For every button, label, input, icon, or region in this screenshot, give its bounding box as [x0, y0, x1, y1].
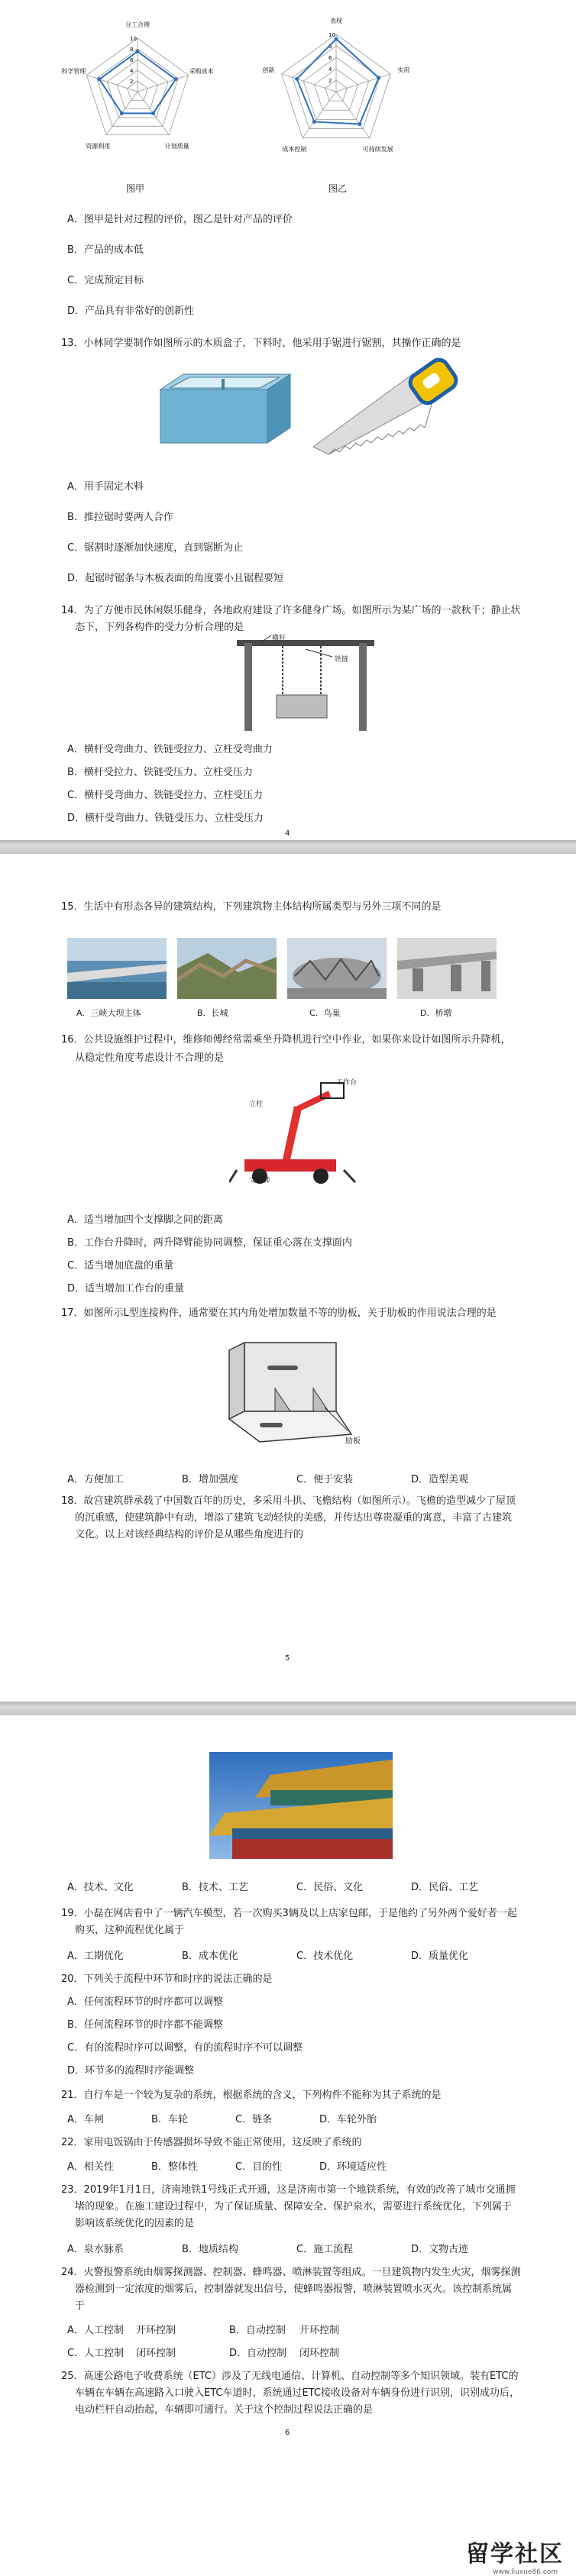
q15-caption-a: A．三峡大坝主体	[76, 1008, 141, 1018]
page-4	[0, 0, 576, 840]
q14-option-a: A．横杆受弯曲力、铁链受拉力、立柱受弯曲力	[67, 744, 273, 755]
radar-b-point	[295, 77, 299, 81]
q13-option-c: C．锯割时逐渐加快速度，直到锯断为止	[67, 542, 244, 554]
page-6	[0, 1715, 576, 2576]
radar-a-label: 分工合理	[125, 21, 150, 28]
q20-option-b: B．任何流程环节的时序都不能调整	[67, 2019, 223, 2031]
q14-stem-line1: 14．为了方便市民休闲娱乐健身，各地政府建设了许多健身广场。如图所示为某广场的一款秋千；静止状	[61, 605, 521, 616]
radar-b-label: 实用	[397, 66, 410, 74]
watermark-logo: 留学社区	[466, 2541, 564, 2568]
photo-bridge-pier	[397, 938, 497, 999]
q15-caption-b: B．长城	[197, 1008, 228, 1018]
q12-option-d: D．产品具有非常好的创新性	[67, 305, 195, 317]
radar-a-tick: 8	[130, 47, 134, 53]
q18-stem-line2: 的沉重感，使建筑静中有动，增添了建筑飞动轻快的美感，并传达出尊贵凝重的寓意，丰富了古建筑	[75, 1512, 513, 1524]
page-5	[0, 854, 576, 1702]
radar-b-tick: 4	[328, 66, 332, 73]
radar-a-label: 科学管理	[61, 67, 86, 75]
radar-a-tick: 4	[130, 68, 134, 74]
q14-option-d: D．横杆受弯曲力、铁链受压力、立柱受压力	[67, 813, 264, 824]
page-gap	[0, 840, 576, 854]
radar-b-point	[358, 122, 361, 126]
q24-option-d-1: D．自动控制	[229, 2348, 287, 2359]
q24-option-a-1: A．人工控制	[67, 2325, 124, 2336]
q13-stem: 13．小林同学要制作如图所示的木质盒子，下料时，他采用手锯进行锯割，其操作正确的是	[61, 338, 461, 349]
q20-option-c: C．有的流程时序可以调整，有的流程时序不可以调整	[67, 2042, 303, 2054]
q20-stem: 20．下列关于流程中环节和时序的说法正确的是	[61, 1973, 273, 1985]
q14-option-c: C．横杆受弯曲力、铁链受拉力、立柱受压力	[67, 790, 264, 801]
q19-option-d: D．质量优化	[411, 1951, 469, 1962]
q23-option-b: B．地质结构	[182, 2244, 238, 2255]
q24-stem-line2: 器检测到一定浓度的烟雾后，控制器就发出信号，使蜂鸣器报警，喷淋装置喷水灭火。该控制系统属	[75, 2283, 513, 2295]
q19-stem-line1: 19．小磊在网店看中了一辆汽车模型，若一次购买3辆及以上店家包邮，于是他约了另外两个爱好者一起	[61, 1908, 517, 1919]
q23-option-a: A．泉水脉系	[67, 2244, 124, 2255]
q19-option-b: B．成本优化	[182, 1951, 238, 1962]
label-hengan: 横杆	[272, 635, 286, 642]
radar-a-label: 资源利用	[86, 143, 111, 150]
q15-caption-c: C．鸟巢	[309, 1008, 341, 1018]
radar-a-point	[120, 112, 124, 115]
q16-option-d: D．适当增加工作台的重量	[67, 1283, 185, 1294]
label-leiban: 肋板	[345, 1437, 361, 1446]
page-number: 4	[285, 829, 290, 838]
q19-option-c: C．技术优化	[296, 1951, 354, 1962]
q21-option-c: C．链条	[235, 2114, 273, 2125]
q24-option-a-2: 开环控制	[136, 2325, 176, 2336]
radar-a-label: 计划质量	[164, 143, 189, 150]
label-lizhu: 立柱	[249, 1101, 264, 1108]
q21-option-a: A．车闸	[67, 2114, 104, 2125]
label-zhichengjiao: 支撑脚	[249, 1177, 270, 1185]
q17-option-b: B．增加强度	[182, 1474, 238, 1485]
page-number: 5	[285, 1654, 290, 1663]
q22-option-a: A．相关性	[67, 2161, 114, 2173]
q23-option-d: D．文物古迹	[411, 2244, 469, 2255]
l-bracket-image	[199, 1335, 382, 1450]
q12-option-a: A．图甲是针对过程的评价，图乙是针对产品的评价	[67, 214, 293, 225]
q18-stem-line1: 18．故宫建筑群承载了中国数百年的历史，多采用斗拱、飞檐结构（如图所示）。飞檐的造型减少了屋顶	[61, 1495, 516, 1507]
q18-option-c: C．民俗、文化	[296, 1882, 364, 1893]
photo-birds-nest	[287, 938, 387, 999]
radar-a-point	[173, 77, 177, 81]
q18-option-a: A．技术、文化	[67, 1882, 134, 1893]
q14-stem-line2: 态下，下列各构件的受力分析合理的是	[75, 622, 244, 633]
forbidden-city-eaves-photo	[209, 1752, 393, 1859]
q22-option-d: D．环境适应性	[319, 2161, 387, 2173]
q13-option-d: D．起锯时锯条与木板表面的角度要小且锯程要短	[67, 573, 284, 584]
radar-b-tick: 2	[328, 78, 332, 84]
q17-option-c: C．便于安装	[296, 1474, 354, 1485]
q18-option-d: D．民俗、工艺	[411, 1882, 479, 1893]
radar-a-point	[98, 77, 102, 81]
radar-b-tick: 6	[328, 55, 332, 61]
page-number: 6	[285, 2429, 290, 2437]
photo-great-wall	[177, 938, 277, 999]
radar-b-label: 创新	[262, 66, 275, 74]
radar-b-point	[377, 76, 380, 79]
q24-option-c-1: C．人工控制	[67, 2348, 125, 2359]
q21-option-d: D．车轮外胎	[319, 2114, 377, 2125]
radar-b-label: 表现	[330, 18, 342, 24]
q17-stem: 17．如图所示L型连接构件，通常要在其内角处增加数量不等的肋板，关于肋板的作用说法合理的是	[61, 1307, 497, 1319]
radar-b-axis	[336, 92, 370, 138]
photo-three-gorges-dam	[67, 938, 167, 999]
q16-stem-line1: 16．公共设施维护过程中，维修师傅经常需乘坐升降机进行空中作业，如果你来设计如图所示升降机，	[61, 1034, 511, 1046]
q14-option-b: B．横杆受拉力、铁链受压力、立柱受压力	[67, 767, 253, 778]
q23-stem-line3: 影响该系统优化的因素的是	[75, 2218, 195, 2229]
q12-option-b: B．产品的成本低	[67, 244, 144, 256]
radar-chart-a	[61, 8, 214, 176]
radar-a-axis	[138, 75, 189, 92]
radar-b-tick: 8	[328, 44, 332, 50]
wooden-box-image	[153, 359, 298, 451]
radar-b-label: 可持续发展	[362, 146, 393, 154]
q24-option-d-2: 闭环控制	[299, 2348, 340, 2359]
page-gap	[0, 1702, 576, 1715]
q22-stem: 22．家用电饭锅由于传感器损坏导致不能正常使用，这反映了系统的	[61, 2137, 362, 2148]
q25-stem-line2: 车辆在车辆在高速路入口驶入ETC车道时，系统通过ETC接收设备对车辆身份进行识别，识别成功后，	[75, 2387, 519, 2399]
q23-stem-line1: 23．2019年1月1日，济南地铁1号线正式开通，这是济南市第一个地铁系统，有效的改善了城市交通拥	[61, 2184, 516, 2196]
caption-a: 图甲	[126, 183, 145, 194]
q18-stem-line3: 文化。以上对该经典结构的评价是从哪些角度进行的	[75, 1529, 304, 1540]
hand-saw-image	[298, 351, 466, 458]
caption-b: 图乙	[328, 183, 348, 194]
q16-option-b: B．工作台升降时，两升降臂能协同调整，保证重心落在支撑面内	[67, 1237, 352, 1249]
radar-a-point	[151, 112, 155, 115]
q24-option-b-2: 开环控制	[299, 2325, 340, 2336]
q13-option-a: A．用手固定木料	[67, 481, 144, 493]
label-tielian: 铁链	[335, 656, 349, 664]
q21-stem: 21．自行车是一个较为复杂的系统，根据系统的含义，下列构件不能称为其子系统的是	[61, 2090, 442, 2101]
q24-stem-line3: 于	[75, 2300, 86, 2312]
q22-option-c: C．目的性	[235, 2161, 283, 2173]
swing-image	[229, 634, 382, 733]
watermark-url: www.liuxue86.com	[493, 2568, 558, 2576]
radar-b-axis	[303, 92, 336, 138]
q19-stem-line2: 购买，这种流程优化属于	[75, 1925, 185, 1936]
radar-b-axis	[336, 74, 390, 92]
q18-option-b: B．技术、工艺	[182, 1882, 248, 1893]
q25-stem-line1: 25．高速公路电子收费系统（ETC）涉及了无线电通信、计算机、自动控制等多个知识领域。装有ETC的	[61, 2371, 519, 2382]
q20-option-a: A．任何流程环节的时序都可以调整	[67, 1996, 223, 2008]
radar-a-point	[136, 50, 140, 53]
q17-option-a: A．方便加工	[67, 1474, 124, 1485]
q25-stem-line3: 电动栏杆自动抬起，车辆即可通行。关于这个控制过程说法正确的是	[75, 2404, 374, 2416]
q23-stem-line2: 堵的现象。在施工建设过程中，为了保证质量、保障安全、保护泉水，需要进行系统优化，下列属于	[75, 2201, 513, 2212]
radar-a-tick: 6	[130, 57, 134, 63]
q24-stem-line1: 24．火警报警系统由烟雾探测器、控制器、蜂鸣器、喷淋装置等组成。一旦建筑物内发生火灾，烟雾探测	[61, 2267, 521, 2278]
label-gongzuotai: 工作台	[336, 1079, 358, 1087]
q23-option-c: C．施工流程	[296, 2244, 354, 2255]
q12-option-c: C．完成预定目标	[67, 275, 144, 286]
q24-option-c-2: 闭环控制	[136, 2348, 176, 2359]
q15-caption-d: D．桥墩	[420, 1008, 452, 1018]
q19-option-a: A．工期优化	[67, 1951, 124, 1962]
q16-option-a: A．适当增加四个支撑脚之间的距离	[67, 1214, 223, 1226]
radar-b-point	[335, 37, 338, 41]
radar-b-label: 成本控制	[282, 146, 307, 154]
q15-stem: 15．生活中有形态各异的建筑结构，下列建筑物主体结构所属类型与另外三项不同的是	[61, 901, 442, 913]
q22-option-b: B．整体性	[151, 2161, 198, 2173]
q17-option-d: D．造型美观	[411, 1474, 469, 1485]
radar-b-tick: 10	[328, 32, 335, 38]
aerial-lift-image	[229, 1075, 359, 1190]
radar-a-tick: 10	[130, 36, 137, 42]
q24-option-b-1: B．自动控制	[229, 2325, 286, 2336]
q13-option-b: B．推拉锯时要两人合作	[67, 512, 173, 523]
radar-b-point	[312, 120, 316, 124]
q20-option-d: D．环节多的流程时序能调整	[67, 2065, 195, 2077]
q21-option-b: B．车轮	[151, 2114, 188, 2125]
q16-stem-line2: 从稳定性角度考虑设计不合理的是	[75, 1052, 225, 1064]
q16-option-c: C．适当增加底盘的重量	[67, 1260, 174, 1272]
radar-a-label: 采购成本	[189, 67, 214, 75]
radar-a-tick: 2	[130, 79, 134, 85]
radar-chart-b	[252, 8, 420, 176]
